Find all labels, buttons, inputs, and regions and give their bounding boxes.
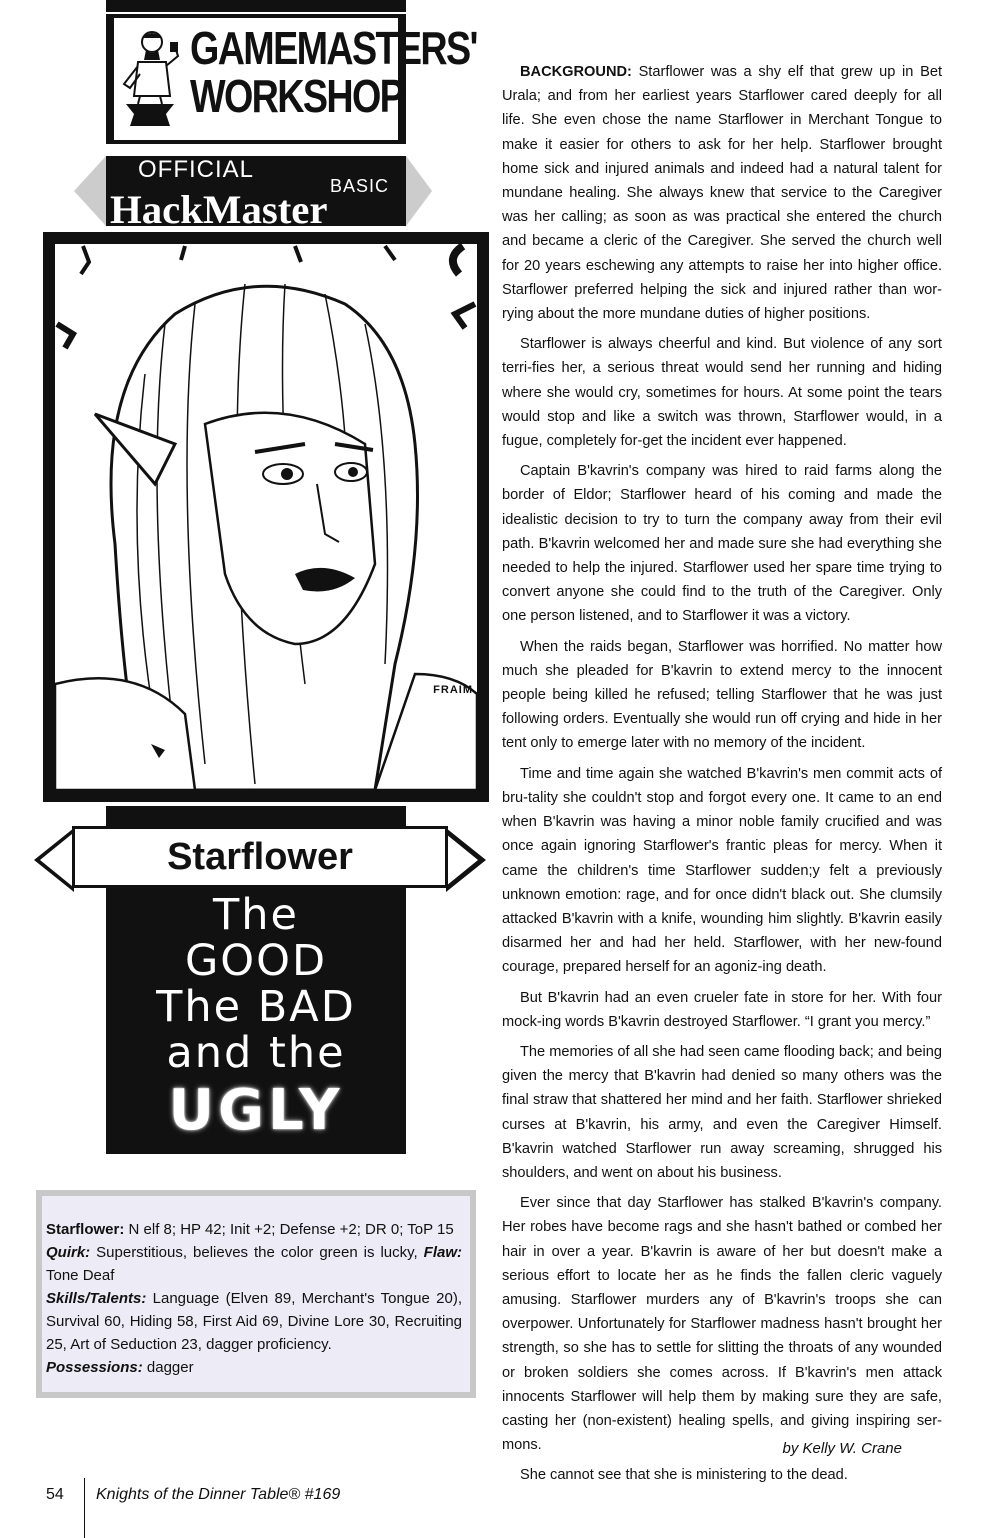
- series-title-line2: GOOD: [184, 936, 328, 986]
- quirk-label: Quirk:: [46, 1244, 91, 1261]
- article-paragraph-5: Time and time again she watched B'kavrin's men commit acts of bru-tality she couldn't stop and forgot every one. It came to an end when B'kavrin was having a minor noble family crucified and was once again ignoring Starflower's frantic pleas for mercy. When it came the children's time Starflower sudden;y felt a previously unknown emotion: rage, and for once didn't black out. She clumsily attacked B'kavrin with a knife, wounding him slightly. B'kavrin easily disarmed her and had her held. Starflower, with her new-found courage, prepared herself for an agoniz-ing death.: [502, 765, 942, 976]
- article-paragraph-7: The memories of all she had seen came flooding back; and being given the mercy that B'kavrin had denied so many others was the final straw that shattered her mind and her faith. Starflower shrieked curses at B'kavrin, his army, and even the Caregiver Himself. B'kavrin watched Starflower run away screaming, shrugged his shoulders, and went on about his business.: [502, 1043, 942, 1181]
- quirk-value: Superstitious, believes the color green is lucky,: [90, 1244, 424, 1261]
- article-paragraph-6: But B'kavrin had an even crueler fate in store for her. With four mock-ing words B'kavrin destroyed Starflower. “I grant you mercy.”: [502, 989, 942, 1030]
- skills-label: Skills/Talents:: [46, 1290, 147, 1307]
- stat-name-label: Starflower:: [46, 1221, 125, 1238]
- possessions-line: [46, 1356, 462, 1379]
- masthead-top-bar: [106, 0, 406, 12]
- official-label: OFFICIAL: [138, 156, 255, 183]
- name-ribbon-left-tail-inner: [40, 834, 72, 886]
- article-paragraph-9: She cannot see that she is ministering to the dead.: [520, 1467, 848, 1484]
- possessions-value: dagger: [142, 1359, 194, 1376]
- article-paragraph-3: Captain B'kavrin's company was hired to raid farms along the border of Eldor; Starflower heard of his coming and made the idealistic decision to try to turn the company away from their evil path. B'kavrin welcomed her and made sure she had everything she needed to help the injured. Starflower used her spare time trying to convert anyone she could find to the truth of the Caregiver. Only one person listened, and to Starflower it was a victory.: [502, 463, 942, 625]
- character-portrait: [55, 244, 477, 790]
- quirk-line: [46, 1241, 462, 1287]
- workshop-title-line1: GAMEMASTERS': [190, 22, 477, 74]
- hackmaster-ribbon-left: [74, 156, 106, 226]
- skills-line: [46, 1287, 462, 1356]
- hackmaster-logo-text: HackMaster: [110, 187, 328, 232]
- character-name: Starflower: [167, 835, 353, 878]
- stat-block-content: [42, 1196, 470, 1392]
- article-paragraph-8: Ever since that day Starflower has stalked B'kavrin's company. Her robes have become rags and she hasn't bathed or combed her hair in over a year. B'kavrin is aware of her but doesn't make a serious effort to locate her as he finds the fallen cleric vaguely amusing. Starflower murders any of B'kavrin's troops she can overpower. Unfortunately for Starflower madness hasn't brought her strength, so she has to settle for slitting the throats of any wounded or broken soldiers she comes across. If B'kavrin's men attack innocents Starflower will help them by making sure they are safe, casting her (non-existent) healing spells, and giving inspiring ser-mons.: [502, 1195, 942, 1454]
- hackmaster-ribbon-right: [406, 156, 432, 226]
- stat-line: [46, 1218, 462, 1241]
- elf-portrait-illustration: [55, 244, 477, 790]
- article-body: [502, 60, 942, 1494]
- workshop-title-line2: WORKSHOP: [190, 70, 404, 122]
- author-byline: by Kelly W. Crane: [782, 1440, 902, 1457]
- character-name-ribbon: [72, 826, 448, 888]
- background-lead: BACKGROUND:: [520, 64, 632, 80]
- stat-block: [36, 1190, 476, 1398]
- series-title-line3: The BAD: [156, 982, 356, 1032]
- flaw-value: Tone Deaf: [46, 1267, 115, 1284]
- workshop-title: [190, 22, 477, 122]
- character-portrait-frame: [43, 232, 489, 802]
- basic-label: BASIC: [330, 176, 390, 196]
- article-paragraph-2: Starflower is always cheerful and kind. But violence of any sort terri-fies her, a serious threat would send her running and hiding where she would cry, sometimes for hours. At some point the tears would stop and like a switch was thrown, Starflower would, in a fugue, completely for-get the incident ever happened.: [502, 336, 942, 450]
- article-paragraph-4: When the raids began, Starflower was horrified. No matter how much she pleaded for B'kavrin to extend mercy to the innocent people being killed he refused; telling Starflower that he was just following orders. Eventually she would run off crying and hide in her tent only to emerge later with no memory of the incident.: [502, 638, 942, 752]
- page-number: 54: [46, 1486, 64, 1503]
- flaw-label: Flaw:: [423, 1244, 462, 1261]
- artist-signature: FRAIM: [433, 684, 473, 696]
- series-title-line4: and the: [166, 1028, 346, 1078]
- possessions-label: Possessions:: [46, 1359, 143, 1376]
- stat-name-value: N elf 8; HP 42; Init +2; Defense +2; DR 0; ToP 15: [124, 1221, 454, 1238]
- gamemasters-workshop-logo: [106, 14, 477, 144]
- skills-value: Language (Elven 89, Merchant's Tongue 20), Survival 60, Hiding 58, First Aid 69, Divine Lore 30, Recruiting 25, Art of Seduction 23, dagger proficiency.: [46, 1290, 462, 1353]
- article-paragraph-1-text: Starflower was a shy elf that grew up in Bet Urala; and from her earliest years Starflower cared deeply for all life. She even chose the name Starflower in Merchant Tongue to make it easier for others to ask for her help. Starflower brought home sick and injured animals and indeed had a natural talent for mundane healing. She always knew that service to the Caregiver was her calling; as soon as was practical she entered the church and became a cleric of the Caregiver. She served the church well for 20 years eschewing any attempts to raise her into higher office. Starflower preferred helping the sick and injured rather than wor-rying about the more mundane duties of higher positions.: [502, 64, 942, 323]
- blacksmith-figure-illustration: [120, 26, 180, 132]
- series-title: [106, 892, 406, 1144]
- series-title-ugly: UGLY: [168, 1078, 344, 1143]
- name-ribbon-right-tail-inner: [446, 834, 478, 886]
- publication-title: Knights of the Dinner Table® #169: [96, 1486, 341, 1503]
- article-paragraph-1: [502, 60, 942, 326]
- series-title-line1: The: [213, 890, 299, 940]
- logo-panel: [114, 18, 477, 140]
- footer-divider: [84, 1478, 85, 1538]
